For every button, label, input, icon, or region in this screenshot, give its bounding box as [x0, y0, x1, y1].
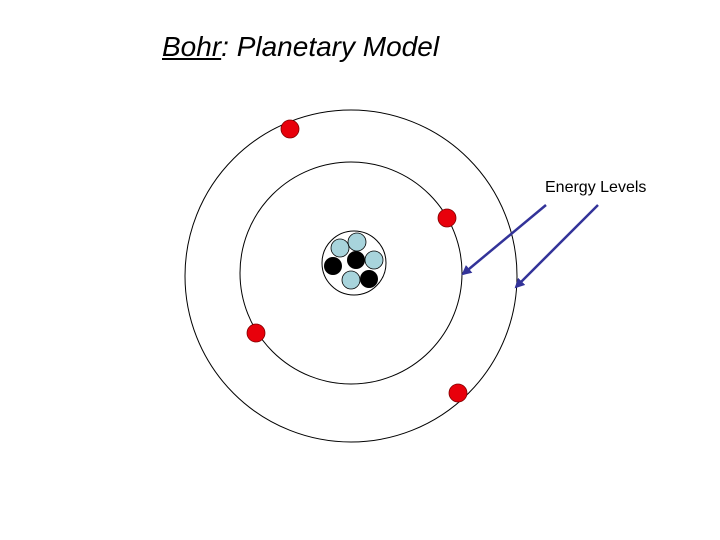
- title-rest: : Planetary Model: [221, 31, 440, 62]
- proton: [331, 239, 349, 257]
- electron: [281, 120, 299, 138]
- title-underlined-word: Bohr: [162, 31, 222, 62]
- neutron: [347, 251, 365, 269]
- electron: [438, 209, 456, 227]
- neutron: [360, 270, 378, 288]
- energy-levels-label: Energy Levels: [545, 179, 647, 196]
- proton: [348, 233, 366, 251]
- arrow-to-outer-orbit: [516, 205, 598, 287]
- arrow-to-inner-orbit: [463, 205, 546, 274]
- electron: [247, 324, 265, 342]
- proton: [342, 271, 360, 289]
- proton: [365, 251, 383, 269]
- neutron: [324, 257, 342, 275]
- electron: [449, 384, 467, 402]
